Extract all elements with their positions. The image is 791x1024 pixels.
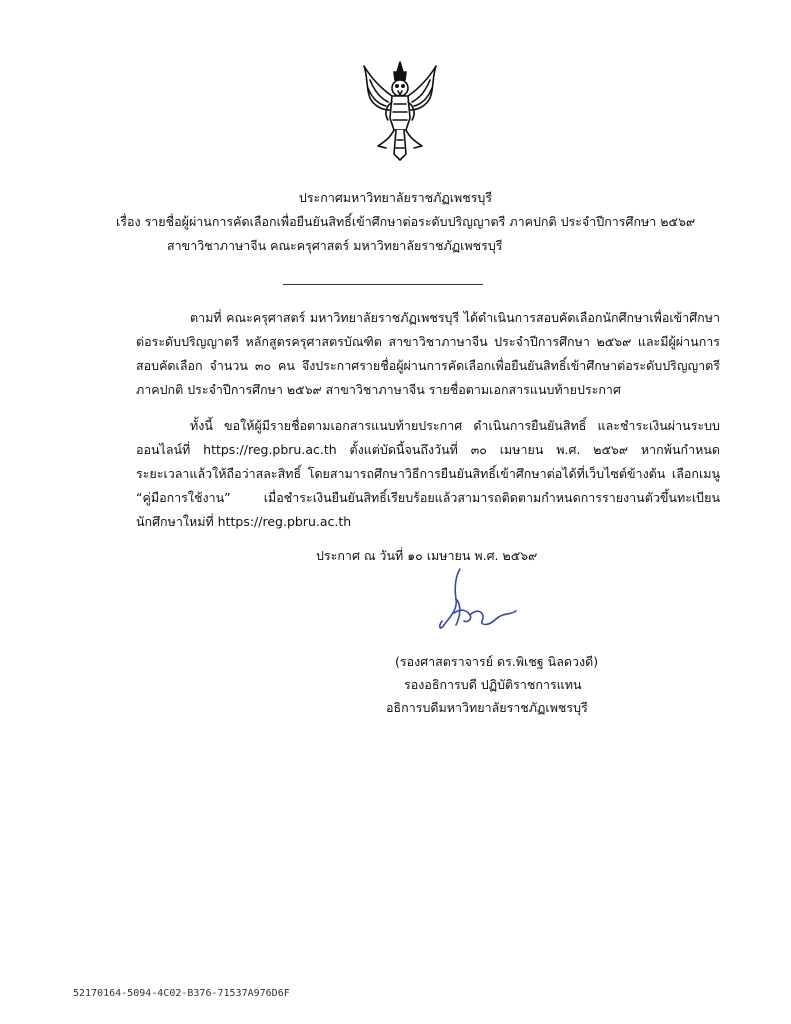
signature-icon	[430, 565, 520, 635]
paragraph1-line: สอบคัดเลือก จำนวน ๓๐ คน จึงประกาศรายชื่อผู้ผ่านการคัดเลือกเพื่อยืนยันสิทธิ์เข้าศึกษาต่อระดับปริญญาตรี	[136, 358, 720, 373]
document-id: 52170164-5094-4C02-B376-71537A976D6F	[73, 988, 290, 999]
paragraph2-line: “คู่มือการใช้งาน” เมื่อชำระเงินยืนยันสิทธิ์เรียบร้อยแล้วสามารถติดตามกำหนดการรายงานตัวขึ้นทะเบียน	[136, 490, 720, 505]
announcement-subject-line2: สาขาวิชาภาษาจีน คณะครุศาสตร์ มหาวิทยาลัยราชภัฏเพชรบุรี	[167, 238, 503, 253]
paragraph2-line: นักศึกษาใหม่ที่ https://reg.pbru.ac.th	[136, 514, 352, 529]
paragraph1-line: ตามที่ คณะครุศาสตร์ มหาวิทยาลัยราชภัฏเพชรบุรี ได้ดำเนินการสอบคัดเลือกนักศึกษาเพื่อเข้าศึกษา	[190, 310, 720, 325]
signatory-position: อธิการบดีมหาวิทยาลัยราชภัฏเพชรบุรี	[386, 700, 588, 715]
announce-date: ประกาศ ณ วันที่ ๑๐ เมษายน พ.ศ. ๒๕๖๙	[316, 548, 538, 563]
paragraph2-line: ทั้งนี้ ขอให้ผู้มีรายชื่อตามเอกสารแนบท้ายประกาศ ดำเนินการยืนยันสิทธิ์ และชำระเงินผ่านระบบ	[190, 418, 720, 433]
garuda-emblem-icon	[360, 58, 440, 162]
header-divider	[283, 284, 483, 285]
paragraph2-line: ระยะเวลาแล้วให้ถือว่าสละสิทธิ์ โดยสามารถศึกษาวิธีการยืนยันสิทธิ์เข้าศึกษาต่อได้ที่เว็บไซต์ข้างต้น เลือกเมนู	[136, 466, 720, 481]
signatory-position: รองอธิการบดี ปฏิบัติราชการแทน	[404, 677, 582, 692]
paragraph1-line: ภาคปกติ ประจำปีการศึกษา ๒๕๖๙ สาขาวิชาภาษาจีน รายชื่อตามเอกสารแนบท้ายประกาศ	[136, 382, 621, 397]
signatory-name: (รองศาสตราจารย์ ดร.พิเชฐ นิลดวงดี)	[395, 654, 599, 669]
paragraph1-line: ต่อระดับปริญญาตรี หลักสูตรครุศาสตรบัณฑิต สาขาวิชาภาษาจีน ประจำปีการศึกษา ๒๕๖๙ และมีผู้ผ่านการ	[136, 334, 720, 349]
paragraph2-line: ออนไลน์ที่ https://reg.pbru.ac.th ตั้งแต่บัดนี้จนถึงวันที่ ๓๐ เมษายน พ.ศ. ๒๕๖๙ หากพ้นกำหนด	[136, 442, 720, 457]
announcement-title: ประกาศมหาวิทยาลัยราชภัฏเพชรบุรี	[298, 190, 493, 205]
announcement-subject: เรื่อง รายชื่อผู้ผ่านการคัดเลือกเพื่อยืนยันสิทธิ์เข้าศึกษาต่อระดับปริญญาตรี ภาคปกติ ประจำปีการศึกษา ๒๕๖๙	[116, 214, 696, 229]
